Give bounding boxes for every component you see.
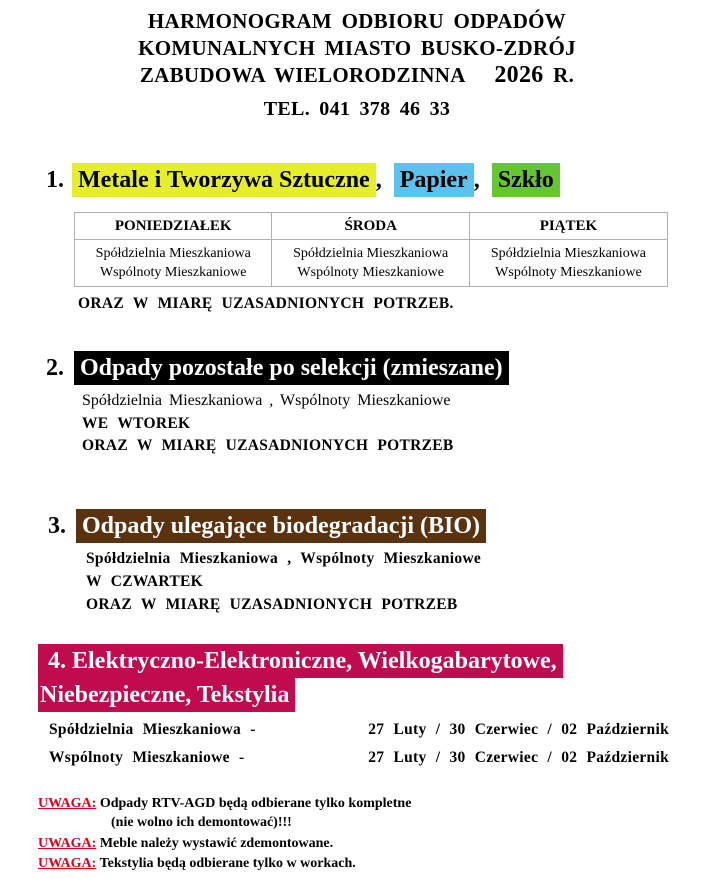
row-1-dates: 27 Luty / 30 Czerwiec / 02 Październik: [368, 721, 669, 738]
warning-1-text: Odpady RTV-AGD będą odbierane tylko kompletne: [99, 796, 412, 811]
warning-label: UWAGA:: [38, 856, 97, 871]
category-mixed-waste: Odpady pozostałe po selekcji (zmieszane): [74, 351, 509, 385]
day-header-friday: PIĄTEK: [469, 213, 667, 240]
section-4-row-2: [49, 749, 669, 767]
row-1-who: Spółdzielnia Mieszkaniowa -: [49, 721, 256, 738]
day-header-wednesday: ŚRODA: [272, 213, 469, 240]
section-3-note: ORAZ W MIARĘ UZASADNIONYCH POTRZEB: [86, 596, 458, 613]
section-4-row-1: [49, 721, 669, 739]
section-4-number: 4.: [48, 648, 66, 674]
category-glass: Szkło: [492, 163, 560, 197]
header-year-suffix: R.: [553, 63, 575, 87]
section-2-note: ORAZ W MIARĘ UZASADNIONYCH POTRZEB: [82, 437, 454, 454]
section-2-day: WE WTOREK: [82, 415, 191, 432]
separator: ,: [375, 167, 382, 193]
cell-cooperative: Spółdzielnia Mieszkaniowa: [490, 246, 647, 261]
category-bio-waste: Odpady ulegające biodegradacji (BIO): [76, 509, 486, 543]
section-2-number: 2.: [46, 355, 64, 381]
section-2-heading: [46, 351, 509, 385]
warning-label: UWAGA:: [38, 836, 97, 851]
section-3-number: 3.: [48, 513, 66, 539]
day-cell-monday: [75, 240, 272, 287]
header-line-1: HARMONOGRAM ODBIORU ODPADÓW: [147, 9, 567, 33]
row-2-dates: 27 Luty / 30 Czerwiec / 02 Październik: [368, 749, 669, 766]
warning-3-text: Tekstylia będą odbierane tylko w workach.: [99, 856, 356, 871]
warning-2-text: Meble należy wystawić zdemontowane.: [99, 836, 334, 851]
separator: ,: [473, 167, 480, 193]
row-2-who: Wspólnoty Mieszkaniowe -: [49, 749, 245, 766]
schedule-table: [74, 212, 668, 287]
warning-1: [38, 794, 411, 813]
schedule-body-row: [75, 240, 668, 287]
warning-1-continued: (nie wolno ich demontować)!!!: [111, 815, 292, 830]
category-bulky-hazardous-line-2: Niebezpieczne, Tekstylia: [38, 678, 295, 712]
warning-2: [38, 834, 333, 853]
day-cell-wednesday: [272, 240, 469, 287]
header-line-2: KOMUNALNYCH MIASTO BUSKO-ZDRÓJ: [138, 36, 576, 60]
cell-communities: Wspólnoty Mieszkaniowe: [297, 265, 444, 280]
section-1-heading: [46, 163, 560, 197]
day-cell-friday: [469, 240, 667, 287]
section-3-who: Spółdzielnia Mieszkaniowa , Wspólnoty Mieszkaniowe: [86, 550, 482, 567]
schedule-header-row: [75, 213, 668, 240]
header-line-3: [0, 62, 714, 88]
header-district: ZABUDOWA WIELORODZINNA: [139, 63, 466, 87]
warning-3: [38, 854, 356, 873]
section-2-who: Spółdzielnia Mieszkaniowa , Wspólnoty Mieszkaniowe: [82, 392, 451, 409]
day-header-monday: PONIEDZIAŁEK: [75, 213, 272, 240]
category-metals-plastics: Metale i Tworzywa Sztuczne: [72, 163, 376, 197]
cell-communities: Wspólnoty Mieszkaniowe: [495, 265, 642, 280]
section-1-note: ORAZ W MIARĘ UZASADNIONYCH POTRZEB.: [78, 295, 454, 312]
section-4-heading: [38, 644, 668, 712]
section-3-day: W CZWARTEK: [86, 573, 203, 590]
section-1-number: 1.: [46, 167, 64, 193]
warning-label: UWAGA:: [38, 796, 97, 811]
cell-cooperative: Spółdzielnia Mieszkaniowa: [95, 246, 251, 261]
cell-cooperative: Spółdzielnia Mieszkaniowa: [293, 246, 449, 261]
header-phone: TEL. 041 378 46 33: [263, 98, 451, 120]
cell-communities: Wspólnoty Mieszkaniowe: [99, 265, 247, 280]
category-bulky-hazardous-line-1: [38, 644, 563, 678]
category-paper: Papier: [394, 163, 474, 197]
section-4-title-1: Elektryczno-Elektroniczne, Wielkogabarytowe,: [72, 648, 557, 674]
section-3-heading: [48, 509, 486, 543]
header-year: 2026: [494, 62, 544, 88]
